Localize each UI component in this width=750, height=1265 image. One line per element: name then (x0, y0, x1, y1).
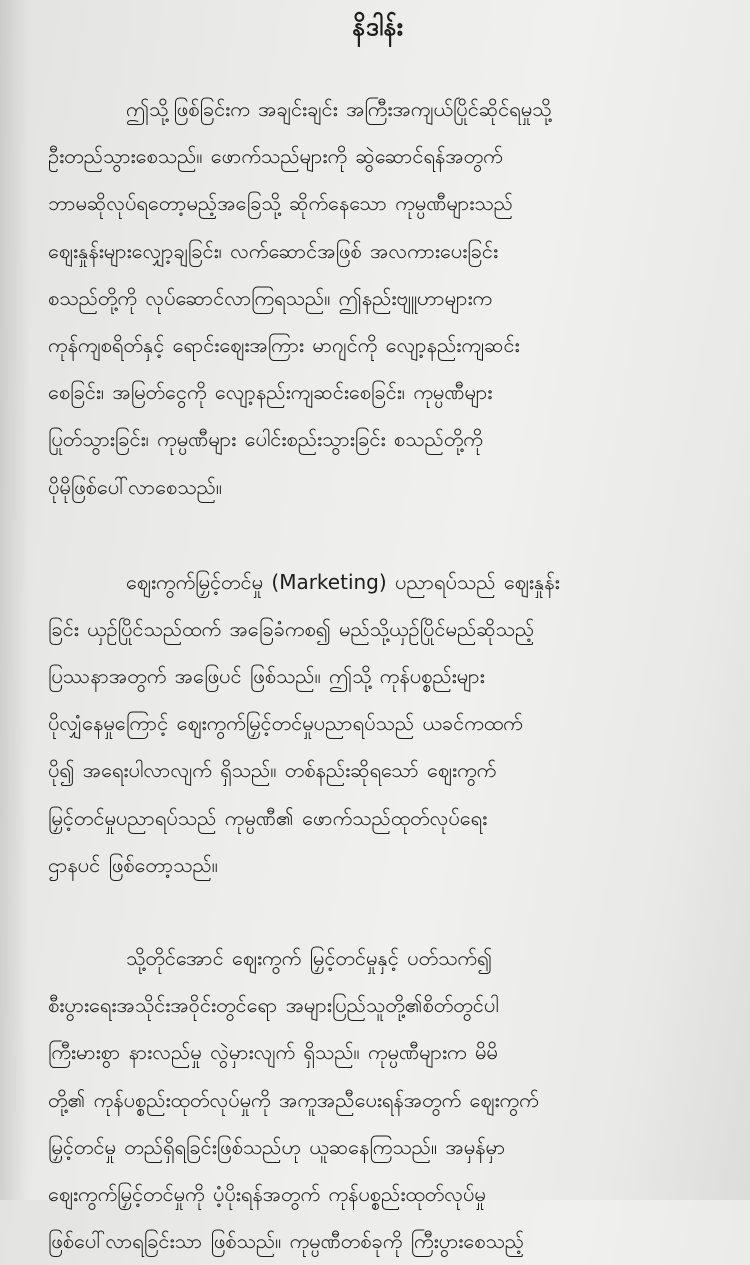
page-title: နိဒါန်း (352, 12, 404, 41)
text-line: တို့၏ ကုန်ပစ္စည်းထုတ်လုပ်မှုကို အကူအညီပေးရန်အတွက် ဈေးကွက် (48, 1087, 539, 1112)
text-line: ပို၍ အရေးပါလာလျက် ရှိသည်။ တစ်နည်းဆိုရသော် ဈေးကွက် (48, 758, 497, 783)
text-line: ခြင်း ယှဉ်ပြိုင်သည်ထက် အခြေခံကစ၍ မည်သို့ယှဉ်ပြိုင်မည်ဆိုသည့် (48, 616, 535, 641)
text-line: ဈေးကွက်မြှင့်တင်မှုကို ပံ့ပိုးရန်အတွက် ကုန်ပစ္စည်းထုတ်လုပ်မှု (48, 1181, 486, 1206)
text-line: စေခြင်း၊ အမြတ်ငွေကို လျော့နည်းကျဆင်းစေခြင်း၊ ကုမ္ပဏီများ (48, 380, 493, 405)
text-line: မြှင့်တင်မှုပညာရပ်သည် ကုမ္ပဏီ၏ ဖောက်သည်ထုတ်လုပ်ရေး (48, 805, 488, 830)
text-line: ပြဿနာအတွက် အဖြေပင် ဖြစ်သည်။ ဤသို့ ကုန်ပစ္စည်းများ (48, 664, 485, 689)
text-line: မြှင့်တင်မှု တည်ရှိရခြင်းဖြစ်သည်ဟု ယူဆနေကြသည်။ အမှန်မှာ (48, 1134, 506, 1159)
text-line: ဌာနပင် ဖြစ်တော့သည်။ (48, 852, 218, 877)
paragraph-1 (48, 86, 708, 511)
text-line: ပြုတ်သွားခြင်း၊ ကုမ္ပဏီများ ပေါင်းစည်းသွားခြင်း စသည်တို့ကို (48, 427, 483, 452)
text-line: ဤသို့ဖြစ်ခြင်းက အချင်းချင်း အကြီးအကျယ်ပြိုင်ဆိုင်ရမှုသို့ (126, 97, 552, 121)
text-line: သို့တိုင်အောင် ဈေးကွက် မြှင့်တင်မှုနှင့် ပတ်သက်၍ (126, 946, 492, 970)
text-line: ဖြစ်ပေါ်လာရခြင်းသာ ဖြစ်သည်။ ကုမ္ပဏီတစ်ခုကို ကြီးပွားစေသည့် (48, 1229, 525, 1254)
text-line: ဈေးကွက်မြှင့်တင်မှု (Marketing) ပညာရပ်သည် ဈေးနှုန်း (126, 569, 560, 594)
text-line: ဘာမဆိုလုပ်ရတော့မည့်အခြေသို့ ဆိုက်နေသော ကုမ္ပဏီများသည် (48, 191, 513, 216)
text-line: ကြီးမားစွာ နားလည်မှု လွဲမှားလျက် ရှိသည်။ ကုမ္ပဏီများက မိမိ (48, 1040, 498, 1065)
text-line: ဈေးနှုန်းများလျှော့ချခြင်း၊ လက်ဆောင်အဖြစ် အလကားပေးခြင်း (48, 238, 499, 263)
paragraph-3 (48, 935, 708, 1265)
text-line: စသည်တို့ကို လုပ်ဆောင်လာကြရသည်။ ဤနည်းဗျူဟာများက (48, 285, 493, 310)
paragraph-2 (48, 559, 708, 889)
text-line: ဦးတည်သွားစေသည်။ ဖောက်သည်များကို ဆွဲဆောင်ရန်အတွက် (48, 144, 503, 169)
text-line: ကုန်ကျစရိတ်နှင့် ရောင်းဈေးအကြား မာဂျင်ကို လျော့နည်းကျဆင်း (48, 332, 520, 357)
text-line: ပိုလျှံနေမှုကြောင့် ဈေးကွက်မြှင့်တင်မှုပညာရပ်သည် ယခင်ကထက် (48, 711, 523, 736)
text-line: စီးပွားရေးအသိုင်းအဝိုင်းတွင်ရော အများပြည်သူတို့၏စိတ်တွင်ပါ (48, 993, 499, 1018)
text-line: ပိုမိုဖြစ်ပေါ်လာစေသည်။ (48, 474, 222, 499)
